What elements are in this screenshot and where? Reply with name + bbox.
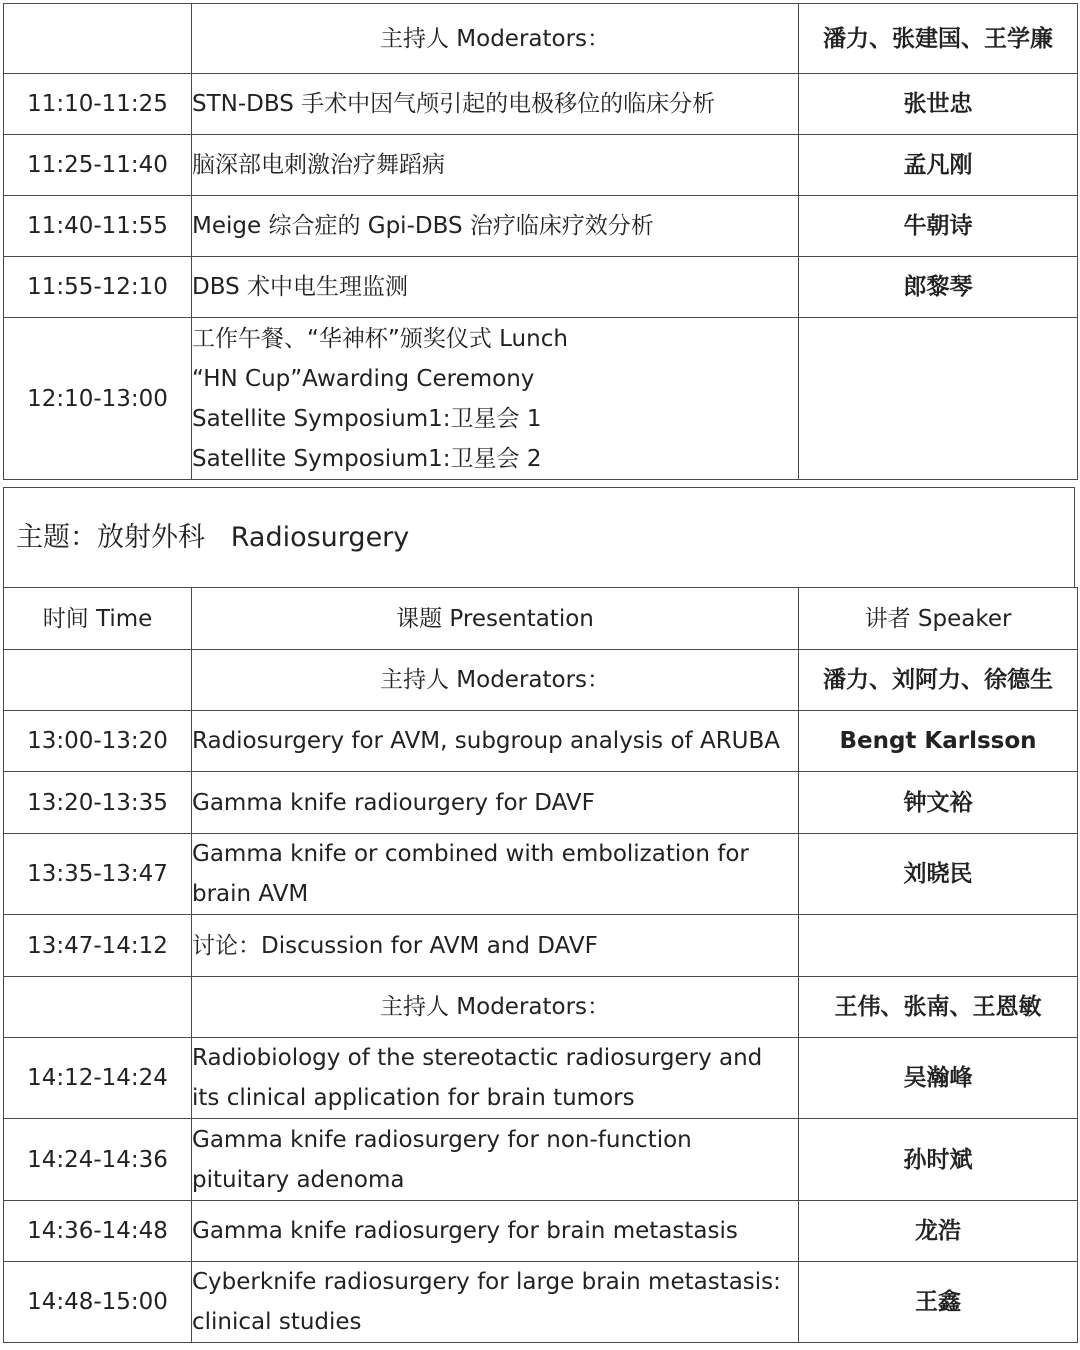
table-row [4, 74, 1078, 135]
presentation-line: STN-DBS 手术中因气颅引起的电极移位的临床分析 [192, 91, 716, 117]
presentation-cell [192, 318, 799, 480]
presentation-line: “HN Cup”Awarding Ceremony [192, 365, 535, 392]
time-cell: 13:00-13:20 [4, 711, 192, 772]
time-cell [4, 4, 192, 74]
header-time: 时间 Time [4, 588, 192, 650]
presentation-line: Gamma knife or combined with embolization for [192, 841, 749, 867]
time-cell: 11:10-11:25 [4, 74, 192, 135]
presentation-line: 工作午餐、“华神杯”颁奖仪式 Lunch [192, 325, 568, 352]
time-cell: 12:10-13:00 [4, 318, 192, 480]
table-row [4, 711, 1078, 772]
presentation-cell [192, 1119, 799, 1201]
presentation-cell [192, 834, 799, 915]
table-row [4, 196, 1078, 257]
header-presentation: 课题 Presentation [192, 588, 799, 650]
table-row [4, 257, 1078, 318]
presentation-cell [192, 772, 799, 834]
table-row [4, 772, 1078, 834]
header-row [4, 588, 1078, 650]
presentation-cell [192, 135, 799, 196]
time-cell: 13:47-14:12 [4, 915, 192, 977]
time-cell: 13:35-13:47 [4, 834, 192, 915]
speaker-cell: 孙时斌 [799, 1119, 1078, 1201]
moderator-row [4, 650, 1078, 711]
time-cell [4, 650, 192, 711]
speaker-cell: 钟文裕 [799, 772, 1078, 834]
time-cell: 14:36-14:48 [4, 1201, 192, 1262]
presentation-cell [192, 196, 799, 257]
time-cell: 14:12-14:24 [4, 1038, 192, 1119]
speaker-cell: 孟凡刚 [799, 135, 1078, 196]
time-cell: 11:40-11:55 [4, 196, 192, 257]
presentation-cell [192, 257, 799, 318]
moderator-row [4, 977, 1078, 1038]
schedule-table-morning [3, 3, 1078, 480]
presentation-line: Radiosurgery for AVM, subgroup analysis of ARUBA [192, 728, 781, 754]
presentation-line: Gamma knife radiosurgery for non-function [192, 1126, 692, 1153]
presentation-line: Radiobiology of the stereotactic radiosurgery and [192, 1045, 763, 1071]
moderators-names: 潘力、张建国、王学廉 [799, 4, 1078, 74]
moderators-names: 王伟、张南、王恩敏 [799, 977, 1078, 1038]
topic-section [3, 487, 1075, 587]
presentation-cell [192, 1201, 799, 1262]
presentation-cell [192, 1262, 799, 1343]
time-cell [4, 977, 192, 1038]
presentation-cell [192, 915, 799, 977]
presentation-line: brain AVM [192, 881, 309, 907]
moderators-label: 主持人 Moderators： [192, 4, 799, 74]
moderators-label: 主持人 Moderators： [192, 650, 799, 711]
presentation-line: Gamma knife radiourgery for DAVF [192, 789, 595, 816]
presentation-cell [192, 711, 799, 772]
speaker-cell [799, 915, 1078, 977]
speaker-cell: 郎黎琴 [799, 257, 1078, 318]
speaker-cell [799, 318, 1078, 480]
presentation-line: pituitary adenoma [192, 1166, 405, 1193]
table-row [4, 318, 1078, 480]
table-row [4, 915, 1078, 977]
presentation-line: its clinical application for brain tumors [192, 1085, 635, 1111]
speaker-cell: 刘晓民 [799, 834, 1078, 915]
topic-title: 主题：放射外科 Radiosurgery [16, 522, 410, 553]
moderator-row [4, 4, 1078, 74]
moderators-names: 潘力、刘阿力、徐德生 [799, 650, 1078, 711]
presentation-line: Meige 综合症的 Gpi-DBS 治疗临床疗效分析 [192, 213, 654, 239]
table-row [4, 135, 1078, 196]
time-cell: 14:48-15:00 [4, 1262, 192, 1343]
presentation-line: 讨论：Discussion for AVM and DAVF [192, 932, 598, 959]
speaker-cell: 牛朝诗 [799, 196, 1078, 257]
presentation-line: Gamma knife radiosurgery for brain metastasis [192, 1218, 738, 1244]
speaker-cell: 王鑫 [799, 1262, 1078, 1343]
table-row [4, 1262, 1078, 1343]
speaker-cell: Bengt Karlsson [799, 711, 1078, 772]
presentation-line: 脑深部电刺激治疗舞蹈病 [192, 152, 445, 178]
table-row [4, 1038, 1078, 1119]
speaker-cell: 吴瀚峰 [799, 1038, 1078, 1119]
speaker-cell: 张世忠 [799, 74, 1078, 135]
presentation-cell [192, 1038, 799, 1119]
time-cell: 11:25-11:40 [4, 135, 192, 196]
moderators-label: 主持人 Moderators： [192, 977, 799, 1038]
presentation-line: clinical studies [192, 1309, 362, 1335]
time-cell: 11:55-12:10 [4, 257, 192, 318]
presentation-line: Satellite Symposium1:卫星会 1 [192, 405, 542, 432]
table-row [4, 1119, 1078, 1201]
speaker-cell: 龙浩 [799, 1201, 1078, 1262]
presentation-cell [192, 74, 799, 135]
schedule-table-radiosurgery [3, 587, 1078, 1343]
time-cell: 13:20-13:35 [4, 772, 192, 834]
header-speaker: 讲者 Speaker [799, 588, 1078, 650]
presentation-line: Satellite Symposium1:卫星会 2 [192, 445, 542, 472]
table-row [4, 1201, 1078, 1262]
table-row [4, 834, 1078, 915]
presentation-line: DBS 术中电生理监测 [192, 274, 408, 300]
time-cell: 14:24-14:36 [4, 1119, 192, 1201]
presentation-line: Cyberknife radiosurgery for large brain metastasis: [192, 1269, 781, 1295]
